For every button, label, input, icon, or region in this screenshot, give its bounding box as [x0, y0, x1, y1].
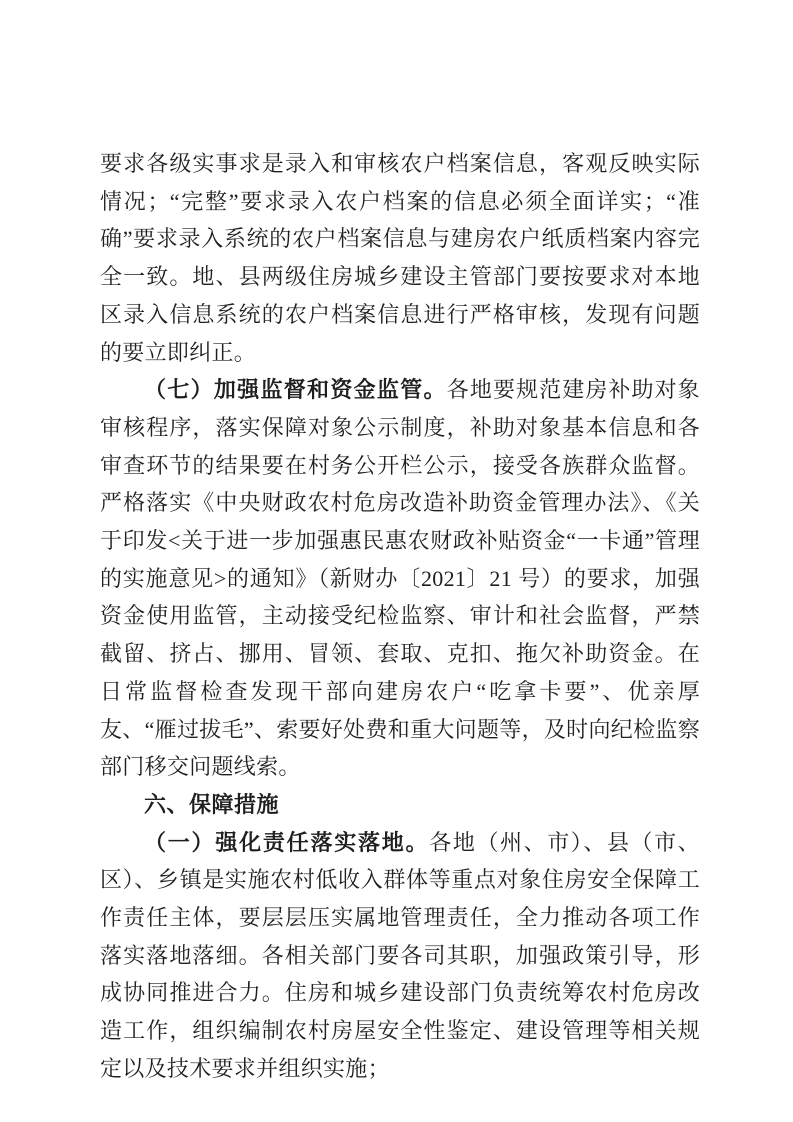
- paragraph-responsibility-text: 各地（州、市）、县（市、区）、乡镇是实施农村低收入群体等重点对象住房安全保障工作责任主体，要层层压实属地管理责任，全力推动各项工作落实落地落细。各相关部门要各司其职，加强政策引导，形成协同推进合力。住房和城乡建设部门负责统筹农村危房改造工作，组织编制农村房屋安全性鉴定、建设管理等相关规定以及技术要求并组织实施；: [100, 829, 700, 1081]
- section-7-heading: （七）加强监督和资金监管。: [144, 377, 447, 403]
- heading-chapter-six-text: 六、保障措施: [144, 791, 280, 817]
- heading-chapter-six: [100, 786, 700, 824]
- paragraph-supervision-funds-text: 各地要规范建房补助对象审核程序，落实保障对象公示制度，补助对象基本信息和各审查环节的结果要在村务公开栏公示，接受各族群众监督。严格落实《中央财政农村危房改造补助资金管理办法》、《关于印发<关于进一步加强惠民惠农财政补贴资金“一卡通”管理的实施意见>的通知》（新财办〔2021〕21 号）的要求，加强资金使用监管，主动接受纪检监察、审计和社会监督，严禁截留、挤占、挪用、冒领、套取、克扣、拖欠补助资金。在日常监督检查发现干部向建房农户“吃拿卡要”、优亲厚友、“雁过拔毛”、索要好处费和重大问题等，及时向纪检监察部门移交问题线索。: [100, 377, 700, 780]
- document-body: [100, 145, 700, 1088]
- paragraph-supervision-funds: [100, 371, 700, 786]
- paragraph-responsibility: [100, 824, 700, 1088]
- paragraph-archive-accuracy: [100, 145, 700, 371]
- section-1-heading: （一）强化责任落实落地。: [144, 829, 430, 855]
- paragraph-archive-accuracy-text: 要求各级实事求是录入和审核农户档案信息，客观反映实际情况；“完整”要求录入农户档案的信息必须全面详实；“准确”要求录入系统的农户档案信息与建房农户纸质档案内容完全一致。地、县两级住房城乡建设主管部门要按要求对本地区录入信息系统的农户档案信息进行严格审核，发现有问题的要立即纠正。: [100, 151, 700, 365]
